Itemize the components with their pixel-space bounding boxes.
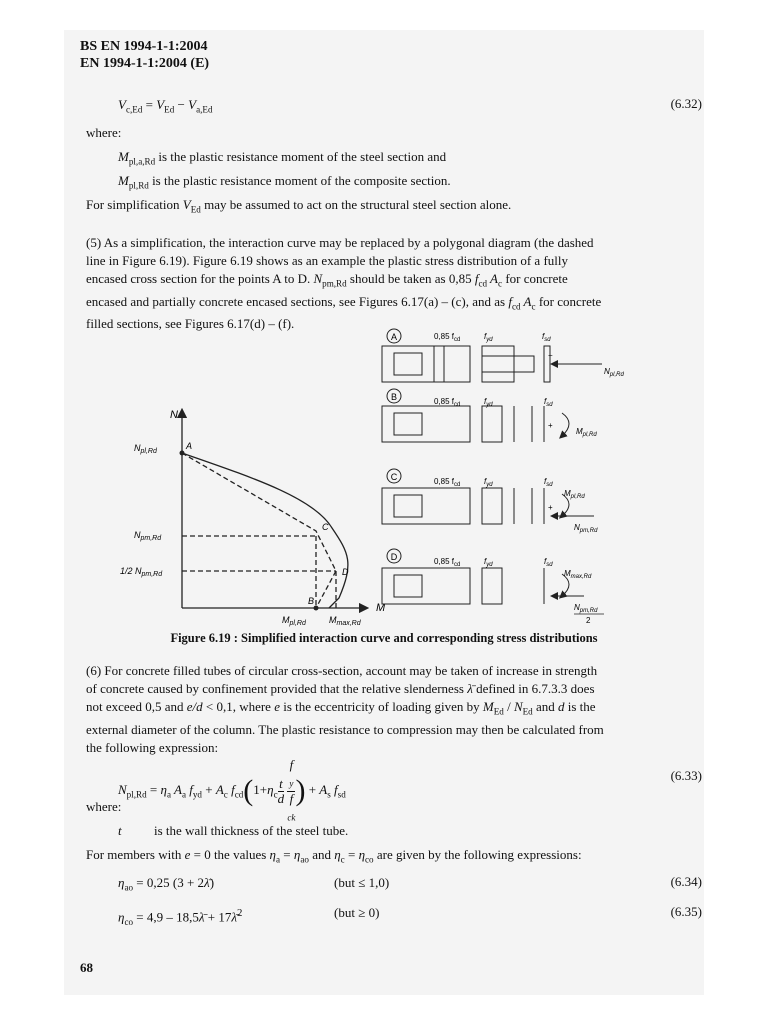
eq-subscript: yd: [192, 789, 202, 800]
label-symbol: 0,85 f: [434, 557, 455, 566]
note-text: may be assumed to act on the structural steel section alone.: [200, 197, 512, 212]
eq-subscript: ck: [287, 812, 296, 823]
label-r-npl: [604, 367, 624, 378]
stress-distribution-b: [382, 389, 569, 442]
label-symbol: N: [604, 367, 610, 376]
header-standard-code: BS EN 1994-1-1:2004: [80, 39, 208, 54]
eq-subscript: c: [223, 789, 228, 800]
eq-symbol: V: [188, 97, 197, 112]
note-text: =: [280, 847, 294, 862]
eq-subscript: co: [124, 916, 134, 927]
label-subscript: cd: [454, 482, 461, 488]
eq-symbol: A: [215, 782, 224, 798]
eq-subscript: sd: [337, 789, 346, 800]
stress-row-a-marker: A: [390, 332, 398, 342]
label-symbol: f: [484, 477, 487, 486]
header-standard-code-e: EN 1994-1-1:2004 (E): [80, 56, 210, 71]
stress-distribution-d: [382, 549, 584, 604]
label-subscript: yd: [486, 482, 493, 488]
point-a-marker: [180, 451, 185, 456]
para-text: defined in 6.7.3.3 does: [472, 681, 595, 696]
para-symbol: A: [520, 293, 532, 309]
label-subscript: cd: [454, 337, 461, 343]
mmax-label: [329, 615, 362, 627]
label-fyd-d: [484, 557, 493, 568]
equation-number: (6.33): [670, 768, 702, 783]
label-r-npm2: [574, 603, 598, 614]
npl-label: [134, 443, 158, 455]
eq-operator: =: [146, 782, 161, 798]
eq-operator: =: [142, 97, 157, 112]
label-subscript: pl,Rd: [140, 448, 157, 455]
para-text: encased and partially concrete encased sections, see Figures 6.17(a) – (c), and as: [86, 293, 509, 309]
eq-symbol: η: [118, 909, 125, 925]
label-subscript: pm,Rd: [140, 535, 162, 542]
label-r-npm: [574, 523, 598, 534]
eq-subscript: c,Ed: [125, 104, 143, 115]
polygonal-diagram: [182, 453, 336, 608]
para-symbol: f: [508, 293, 512, 309]
stress-distribution-c: [382, 469, 594, 524]
paren-open: (: [243, 774, 254, 808]
label-symbol: f: [544, 477, 547, 486]
para-line: filled sections, see Figures 6.17(d) – (f).: [86, 316, 295, 332]
definition-t: [118, 822, 348, 840]
label-fsd-b: [544, 397, 553, 408]
para-line: external diameter of the column. The plastic resistance to compression may then be calculated from: [86, 721, 604, 737]
eq-symbol: f: [330, 782, 338, 798]
eq-symbol: λ̄: [204, 875, 210, 890]
label-subscript: pm,Rd: [579, 608, 598, 614]
label-r-mpl: [576, 427, 597, 438]
para-text: < 0,1, where: [202, 699, 275, 714]
paren-close: ): [295, 774, 306, 808]
label-fcd-a: [434, 332, 460, 343]
para-text: is the eccentricity of loading given by: [279, 699, 483, 714]
half-npm-label: [120, 566, 163, 578]
label-subscript: pl,Rd: [609, 372, 624, 378]
label-subscript: sd: [546, 562, 553, 568]
equation-6-35-condition: (but ≥ 0): [334, 905, 380, 920]
sign-minus-a: −: [548, 351, 553, 360]
label-symbol: 0,85 f: [434, 397, 455, 406]
para-text: encased cross section for the points A to D.: [86, 271, 314, 286]
equation-number: (6.34): [670, 874, 702, 889]
sign-plus-c: +: [548, 503, 553, 512]
para-line: [86, 698, 646, 721]
label-subscript: max,Rd: [570, 574, 592, 580]
npm-label: [134, 530, 162, 542]
eq-symbol: f: [289, 790, 294, 806]
label-symbol: M: [564, 569, 571, 578]
figure-caption: Figure 6.19 : Simplified interaction curve and corresponding stress distributions: [170, 631, 598, 645]
stress-row-b-marker: B: [390, 392, 398, 402]
eq-subscript: c: [273, 789, 278, 800]
note-symbol: V: [182, 197, 191, 212]
para-text: for concrete: [535, 293, 602, 309]
label-r-mmax: [564, 569, 592, 580]
note-subscript: ao: [300, 854, 309, 865]
eq-subscript: Ed: [164, 104, 175, 115]
axis-n-label: N: [170, 409, 178, 421]
note-symbol: η: [334, 847, 341, 862]
para-text: of concrete caused by confinement provided that the relative slenderness: [86, 681, 468, 696]
label-subscript: sd: [546, 402, 553, 408]
label-subscript: cd: [454, 562, 461, 568]
stress-row-c-marker: C: [390, 472, 398, 482]
eq-symbol: N: [118, 782, 127, 798]
label-symbol: 0,85 f: [434, 477, 455, 486]
equation-6-34: [118, 874, 214, 897]
where-label: where:: [86, 125, 122, 140]
note-text: =: [344, 847, 359, 862]
eq-symbol: λ̄: [198, 909, 205, 925]
para-symbol: f: [474, 271, 479, 286]
eq-subscript: ao: [124, 882, 134, 893]
note-text: and: [308, 847, 335, 862]
eq-symbol: f: [186, 782, 193, 798]
simplification-note: [86, 196, 511, 219]
note-symbol: η: [269, 847, 276, 862]
equation-number: (6.32): [670, 96, 702, 111]
para-symbol: N: [513, 699, 523, 714]
eq-subscript: pl,Rd: [126, 789, 147, 800]
eq-symbol: η: [160, 782, 167, 798]
note-subscript: c: [340, 854, 345, 865]
axis-m-label: M: [376, 602, 386, 614]
fraction-t-d: [278, 777, 285, 806]
def-symbol: M: [118, 149, 129, 164]
eq-symbol: V: [118, 97, 126, 112]
label-symbol: M: [282, 615, 290, 625]
para-line: [86, 293, 646, 316]
eq-symbol: V: [156, 97, 165, 112]
para-text: not exceed 0,5 and: [86, 699, 187, 714]
label-symbol: f: [484, 332, 487, 341]
para-line: (6) For concrete filled tubes of circular cross-section, account may be taken of increase in strength: [86, 663, 598, 678]
label-subscript: pl,Rd: [289, 620, 306, 627]
label-fyd-a: [484, 332, 493, 343]
label-symbol: f: [484, 397, 487, 406]
label-subscript: yd: [486, 562, 493, 568]
label-symbol: f: [484, 557, 487, 566]
page-number: 68: [80, 960, 93, 975]
document-header: [80, 38, 209, 72]
label-fcd-c: [434, 477, 460, 488]
where-label-2: where:: [86, 799, 122, 814]
para-symbol: N: [313, 271, 323, 286]
note-symbol: e: [184, 847, 191, 862]
eq-text: = 0,25 (3 + 2: [133, 875, 205, 890]
eq-text: ): [209, 875, 215, 890]
label-symbol: M: [329, 615, 337, 625]
point-d-label: D: [342, 567, 349, 577]
point-a-label: A: [186, 441, 193, 451]
def-text: is the plastic resistance moment of the steel section and: [155, 149, 447, 164]
eq-subscript: cd: [234, 789, 244, 800]
figure-6-19: [64, 318, 704, 628]
eq-symbol: f: [227, 782, 235, 798]
label-fsd-c: [544, 477, 553, 488]
label-symbol: N: [134, 530, 141, 540]
def-text: is the wall thickness of the steel tube.: [154, 823, 349, 838]
para-line: [86, 270, 646, 293]
interaction-diagram: [182, 413, 364, 608]
para-symbol: λ̄: [467, 681, 473, 696]
para-symbol: A: [487, 271, 499, 286]
para-symbol: e/d: [186, 699, 203, 714]
para-text: and: [532, 699, 559, 714]
para-symbol: e: [274, 699, 280, 714]
note-text: = 0 the values: [190, 847, 270, 862]
note-text: For simplification: [86, 197, 183, 212]
eq-subscript: s: [327, 789, 331, 800]
definition-mplard: [118, 148, 446, 171]
def-subscript: pl,Rd: [128, 180, 149, 191]
label-symbol: f: [544, 557, 547, 566]
label-symbol: N: [134, 443, 141, 453]
para-line: (5) As a simplification, the interaction curve may be replaced by a polygonal diagram (the dashed: [86, 235, 594, 250]
note-subscript: co: [365, 854, 374, 865]
eq-symbol: A: [319, 782, 328, 798]
label-subscript: pl,Rd: [570, 494, 585, 500]
label-fsd-d: [544, 557, 553, 568]
para-subscript: Ed: [493, 706, 504, 717]
sign-plus-b: +: [548, 421, 553, 430]
mpl-label: [282, 615, 307, 627]
def-text: is the plastic resistance moment of the composite section.: [148, 173, 451, 188]
note-subscript: a: [276, 854, 281, 865]
para-subscript: pm,Rd: [322, 278, 347, 289]
label-symbol: M: [564, 489, 571, 498]
eq-subscript: a: [181, 789, 186, 800]
eq-symbol: f: [289, 757, 294, 772]
stress-row-d-marker: D: [390, 552, 398, 562]
eq-operator: 1+: [253, 782, 268, 798]
para-subscript: cd: [511, 301, 521, 312]
label-symbol: N: [574, 523, 580, 532]
note-text: For members with: [86, 847, 185, 862]
equation-6-35: [118, 904, 242, 931]
label-symbol: f: [544, 397, 547, 406]
eq-operator: −: [174, 97, 189, 112]
label-subscript: yd: [486, 402, 493, 408]
para-line: the following expression:: [86, 739, 219, 755]
eq-subscript: a,Ed: [196, 104, 213, 115]
eq-subscript: y: [289, 778, 294, 789]
def-subscript: pl,a,Rd: [128, 156, 156, 167]
equation-6-34-condition: (but ≤ 1,0): [334, 875, 390, 890]
members-note: [86, 846, 582, 869]
eq-symbol: η: [118, 875, 125, 890]
para-line: line in Figure 6.19). Figure 6.19 shows as an example the plastic stress distribution of a fully: [86, 253, 569, 268]
label-fsd-a: [542, 332, 551, 343]
para-symbol: M: [482, 699, 494, 714]
para-subscript: c: [531, 301, 536, 312]
para-subscript: c: [498, 278, 503, 289]
label-fcd-d: [434, 557, 460, 568]
label-subscript: max,Rd: [336, 620, 361, 627]
frac-den: d: [277, 790, 285, 806]
eq-subscript: a: [166, 789, 171, 800]
para-line: [86, 680, 646, 698]
label-symbol: f: [542, 332, 545, 341]
para-text: for concrete: [502, 271, 568, 286]
label-subscript: sd: [544, 337, 551, 343]
definition-mplrd: [118, 172, 451, 195]
eq-operator: +: [305, 782, 320, 798]
label-fyd-b: [484, 397, 493, 408]
label-subscript: pm,Rd: [579, 528, 598, 534]
paragraph-6: [86, 662, 646, 757]
para-text: /: [503, 699, 514, 714]
point-b-marker: [314, 606, 319, 611]
note-subscript: Ed: [190, 204, 201, 215]
para-text: is the: [564, 699, 596, 714]
eq-symbol: η: [267, 782, 274, 798]
note-symbol: η: [293, 847, 301, 862]
def-symbol: t: [118, 823, 122, 838]
point-b-label: B: [308, 596, 315, 606]
label-r-two: 2: [586, 616, 591, 625]
label-symbol: N: [574, 603, 580, 612]
para-text: should be taken as 0,85: [346, 271, 475, 286]
label-symbol: M: [576, 427, 583, 436]
eq-text: = 4,9 – 18,5: [133, 909, 199, 925]
equation-6-32: [118, 96, 213, 119]
note-symbol: η: [358, 847, 366, 862]
label-subscript: pm,Rd: [141, 571, 163, 578]
para-symbol: d: [558, 699, 565, 714]
equation-number: (6.35): [670, 904, 702, 919]
label-symbol: 0,85 f: [434, 332, 455, 341]
label-symbol: 1/2 N: [120, 566, 142, 576]
para-subscript: Ed: [522, 706, 533, 717]
note-text: are given by the following expressions:: [373, 847, 582, 862]
label-subscript: sd: [546, 482, 553, 488]
eq-operator: +: [201, 782, 216, 798]
label-subscript: cd: [454, 402, 461, 408]
label-subscript: yd: [486, 337, 493, 343]
eq-text: + 17: [204, 909, 232, 925]
point-c-label: C: [322, 522, 329, 532]
label-subscript: pl,Rd: [582, 432, 597, 438]
def-symbol: M: [118, 173, 129, 188]
equation-6-33: [118, 758, 346, 824]
eq-symbol: λ̄: [231, 909, 238, 925]
eq-symbol: A: [170, 782, 182, 798]
para-subscript: cd: [478, 278, 488, 289]
eq-exponent: 2: [237, 907, 243, 919]
frac-num: t: [279, 775, 283, 791]
label-fyd-c: [484, 477, 493, 488]
